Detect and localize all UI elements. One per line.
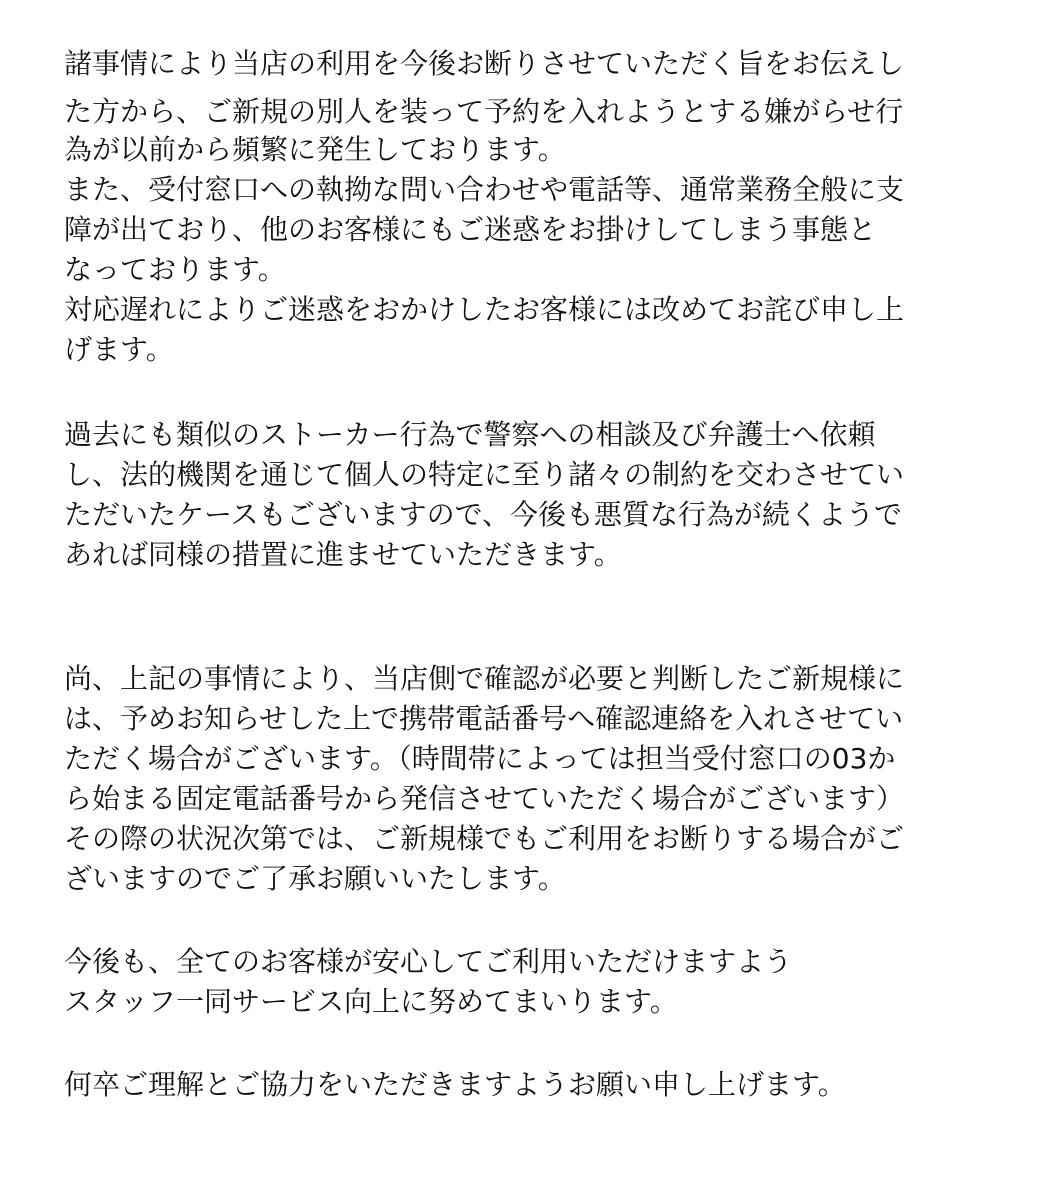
text-line: し、法的機関を通じて個人の特定に至り諸々の制約を交わさせてい bbox=[64, 458, 905, 491]
text-line: スタッフ一同サービス向上に努めてまいります。 bbox=[64, 985, 678, 1018]
text-line: ただいたケースもございますので、今後も悪質な行為が続くようで bbox=[64, 498, 903, 531]
text-line: なっております。 bbox=[64, 253, 286, 286]
text-line: 今後も、全てのお客様が安心してご利用いただけますよう bbox=[64, 945, 793, 978]
text-line: 尚、上記の事情により、当店側で確認が必要と判断したご新規様に bbox=[64, 662, 905, 695]
text-line: 過去にも類似のストーカー行為で警察への相談及び弁護士へ依頼 bbox=[64, 418, 876, 451]
text-line: た方から、ご新規の別人を装って予約を入れようとする嫌がらせ行 bbox=[64, 95, 904, 128]
text-line: げます。 bbox=[64, 333, 174, 366]
text-line: 障が出ており、他のお客様にもご迷惑をお掛けしてしまう事態と bbox=[64, 213, 877, 246]
text-line: また、受付窓口への執拗な問い合わせや電話等、通常業務全般に支 bbox=[64, 173, 905, 206]
text-line: その際の状況次第では、ご新規様でもご利用をお断りする場合がご bbox=[64, 822, 905, 855]
text-line: 諸事情により当店の利用を今後お断りさせていただく旨をお伝えし bbox=[64, 47, 905, 80]
text-line: 何卒ご理解とご協力をいただきますようお願い申し上げます。 bbox=[64, 1068, 846, 1101]
text-line: 為が以前から頻繁に発生しております。 bbox=[64, 133, 566, 166]
text-line: あれば同様の措置に進ませていただきます。 bbox=[64, 538, 622, 571]
text-line: は、予めお知らせした上で携帯電話番号へ確認連絡を入れさせてい bbox=[64, 702, 904, 735]
text-line: ただく場合がございます。（時間帯によっては担当受付窓口の03か bbox=[64, 742, 896, 775]
text-line: ら始まる固定電話番号から発信させていただく場合がございます） bbox=[64, 782, 905, 815]
text-line: 対応遅れによりご迷惑をおかけしたお客様には改めてお詫び申し上 bbox=[64, 293, 905, 326]
text-line: ざいますのでご了承お願いいたします。 bbox=[64, 862, 566, 895]
